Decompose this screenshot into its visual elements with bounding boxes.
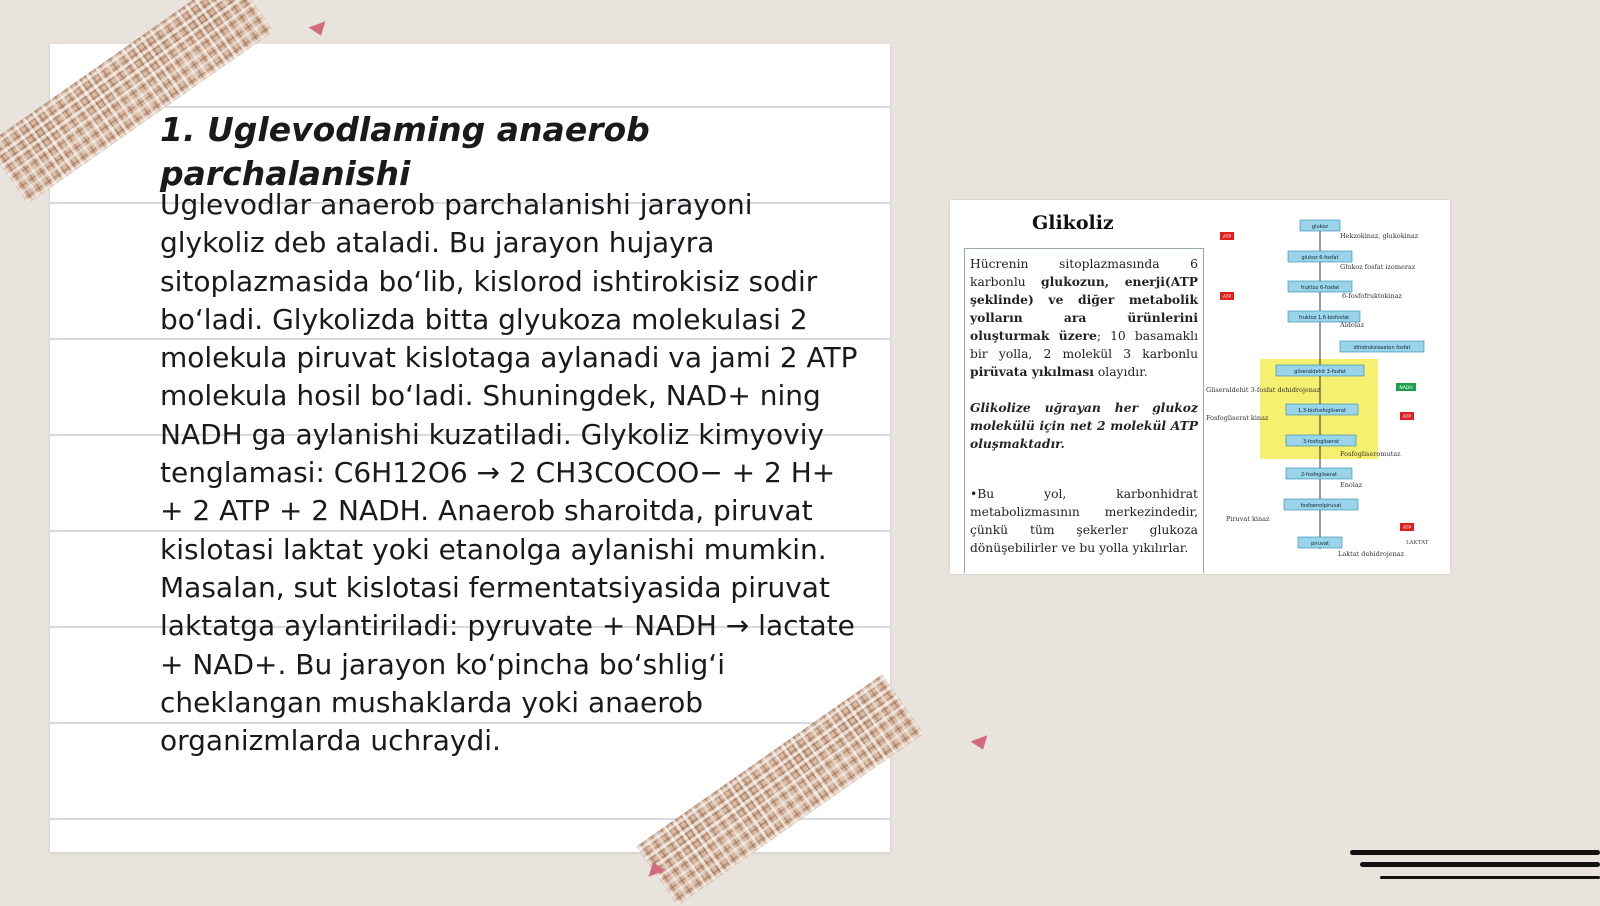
enzyme-label: Aldolaz (1340, 321, 1365, 329)
metabolite-label: piruvat (1311, 541, 1329, 547)
stripe (1380, 876, 1600, 879)
enzyme-label: Laktat dehidrojenaz (1338, 550, 1405, 558)
slide-body-text: Uglevodlar anaerob parchalanishi jarayoni glykoliz deb ataladi. Bu jarayon hujayra sitoplazmasida bo‘lib, kislorod ishtirokisiz sodir bo‘ladi. Glykolizda bitta glyukoza molekulasi 2 molekula piruvat kislotaga aylanadi va jami 2 ATP molekula hosil bo‘ladi. Shuningdek, NAD+ ning NADH ga aylanishi kuzatiladi. Glykoliz kimyoviy tenglamasi: C6H12O6 → 2 CH3COCOO− + 2 H+ + 2 ATP + 2 NADH. Anaerob sharoitda, piruvat kislotasi laktat yoki etanolga aylanishi mumkin. Masalan, sut kislotasi fermentatsiyasida piruvat laktatga aylantiriladi: pyruvate + NADH → lactate + NAD+. Bu jarayon ko‘pincha bo‘shlig‘i cheklangan mushaklarda yoki anaerob organizmlarda uchraydi. (160, 188, 858, 758)
figure-paragraph-2: Glikolize uğrayan her glukoz molekülü için net 2 molekül ATP oluşmaktadır. (970, 400, 1198, 451)
figure-text: Hücrenin sitoplazmasında 6 karbonlu (970, 257, 1198, 289)
atp-badge-label: ATP (1222, 295, 1232, 300)
atp-badge-label: ATP (1222, 235, 1232, 240)
figure-text-box (964, 248, 1204, 573)
metabolite-label: 1,3-bisfosfogliserat (1298, 408, 1346, 414)
laktat-label: LAKTAT (1406, 540, 1429, 546)
figure-paragraph-3: •Bu yol, karbonhidrat metabolizmasının merkezindedir, çünkü tüm şekerler glukoza dönüşebilirler ve bu yolla yıkılırlar. (970, 487, 1198, 555)
glycolysis-pathway-diagram (1200, 214, 1450, 574)
metabolite-label: fruktoz 1,6-bisfosfat (1298, 315, 1350, 321)
nadh-badge-label: NADH (1399, 386, 1413, 391)
figure-text-bold: glukozun, enerji(ATP şeklinde) ve diğer metabolik yolların ara ürünlerini oluşturmak üzere (970, 274, 1198, 343)
decorative-stripes (1350, 850, 1600, 890)
glycolysis-figure (950, 200, 1450, 574)
figure-title: Glikoliz (1032, 212, 1114, 234)
metabolite-label: dihidroksiaseton fosfat (1353, 345, 1411, 351)
metabolite-label: 3-fosfogliserat (1303, 439, 1339, 445)
enzyme-label: Fosfogliserat kinaz (1206, 414, 1269, 422)
figure-text: ; 10 basamaklı bir yolla, 2 molekül 3 karbonlu (970, 329, 1198, 361)
figure-paragraph-1 (970, 255, 1198, 381)
metabolite-label: glukoz (1311, 224, 1329, 230)
metabolite-label: fosfoenolpiruvat (1300, 503, 1342, 509)
figure-text-bold: pirüvata yıkılması (970, 364, 1094, 379)
stripe (1350, 850, 1600, 855)
enzyme-label: Fosfogliseromutaz (1340, 450, 1401, 458)
tape-tip-decoration (970, 735, 991, 752)
metabolite-label: 2-fosfogliserat (1301, 472, 1337, 478)
metabolite-label: gliseraldehit 3-fosfat (1294, 369, 1346, 375)
figure-text: olayıdır. (1093, 365, 1148, 379)
stripe (1360, 862, 1600, 867)
enzyme-label: Glukoz fosfat izomeraz (1340, 263, 1416, 271)
enzyme-label: Gliseraldehit 3-fosfat dehidrojenaz (1206, 386, 1321, 394)
atp-badge-label: ATP (1402, 415, 1412, 420)
enzyme-label: Enolaz (1340, 481, 1363, 489)
atp-badge-label: ATP (1402, 526, 1412, 531)
tape-tip-decoration (308, 21, 329, 38)
enzyme-label: Piruvat kinaz (1226, 515, 1270, 523)
slide-title: 1. Uglevodlaming anaerob parchalanishi (160, 110, 650, 193)
enzyme-label: 6-fosfofruktokinaz (1342, 292, 1402, 300)
metabolite-label: glukoz 6-fosfat (1301, 255, 1339, 261)
enzyme-label: Hekzokinaz, glukokinaz (1340, 232, 1419, 240)
metabolite-label: fruktoz 6-fosfat (1300, 285, 1340, 291)
